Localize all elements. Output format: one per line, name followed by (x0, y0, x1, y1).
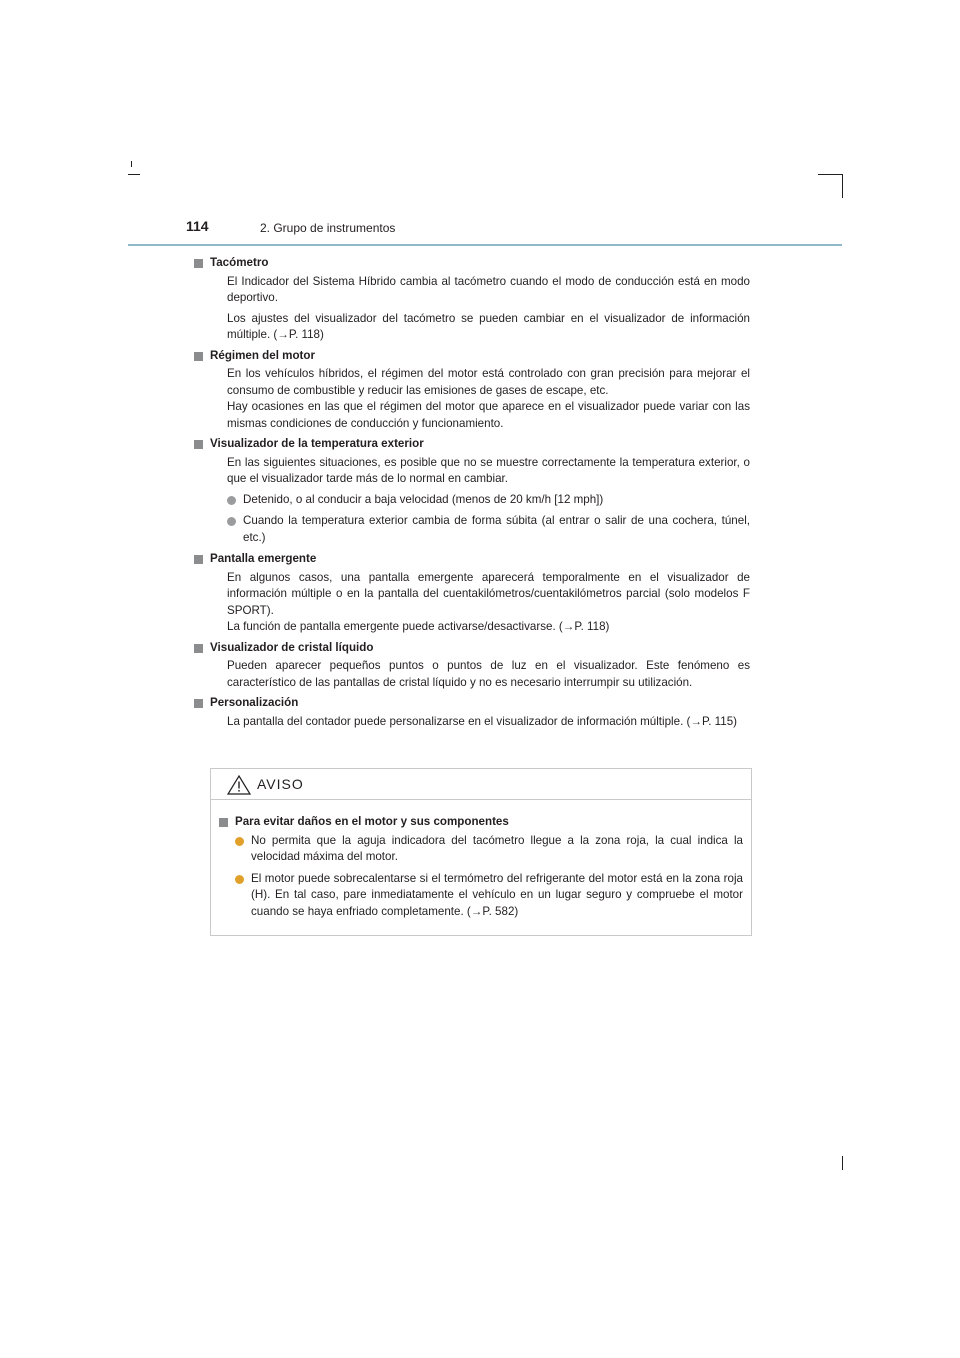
list-item-text: Detenido, o al conducir a baja velocidad (menos de 20 km/h [12 mph]) (243, 492, 604, 506)
warning-box (210, 768, 752, 936)
crop-mark-top-right-vertical (842, 174, 843, 198)
section-title (194, 348, 750, 365)
crop-mark-top-left (128, 174, 140, 175)
paragraph: El Indicador del Sistema Híbrido cambia al tacómetro cuando el modo de conducción está en modo deportivo. (227, 274, 750, 304)
paragraph: Hay ocasiones en las que el régimen del motor que aparece en el visualizador puede variar con las mismas condiciones de conducción y funcionamiento. (227, 400, 750, 430)
paragraph: La función de pantalla emergente puede activarse/desactivarse. (→P. 118) (227, 620, 610, 633)
round-bullet-icon (227, 517, 236, 526)
section-title (194, 695, 750, 712)
warning-section-title (219, 814, 743, 831)
paragraph: Pueden aparecer pequeños puntos o puntos de luz en el visualizador. Este fenómeno es característico de las pantallas de cristal líquido y no es necesario interrumpir su utilización. (227, 659, 750, 689)
section-title-text: Tacómetro (210, 256, 269, 269)
warning-list-item (235, 833, 743, 866)
section-regimen-motor (210, 348, 750, 433)
square-bullet-icon (194, 555, 203, 564)
page-header (128, 218, 842, 246)
square-bullet-icon (194, 259, 203, 268)
warning-list-item-text: No permita que la aguja indicadora del tacómetro llegue a la zona roja, la cual indica la velocidad máxima del motor. (251, 833, 743, 863)
list-item (227, 492, 750, 509)
section-title-text: Personalización (210, 696, 299, 709)
section-pantalla-emergente (210, 551, 750, 636)
warning-title: AVISO (257, 776, 304, 792)
section-title (194, 436, 750, 453)
paragraph: Los ajustes del visualizador del tacómetro se pueden cambiar en el visualizador de información múltiple. (→P. 118) (227, 311, 750, 341)
square-bullet-icon (219, 818, 228, 827)
section-title-text: Visualizador de la temperatura exterior (210, 437, 424, 450)
warning-header (211, 769, 751, 800)
paragraph: En los vehículos híbridos, el régimen del motor está controlado con gran precisión para mejorar el consumo de combustible y reducir las emisiones de gases de escape, etc. (227, 367, 750, 397)
round-bullet-icon (227, 496, 236, 505)
crop-mark-top-left-vertical (131, 161, 132, 167)
list-item (227, 513, 750, 546)
warning-triangle-icon (227, 775, 251, 795)
section-title (194, 551, 750, 568)
square-bullet-icon (194, 352, 203, 361)
paragraph: En algunos casos, una pantalla emergente aparecerá temporalmente en el visualizador de información múltiple o en la pantalla del cuentakilómetros/cuentakilómetros parcial (solo modelos F SPORT). (227, 570, 750, 617)
warning-section-title-text: Para evitar daños en el motor y sus componentes (235, 815, 509, 828)
warning-list-item-text: El motor puede sobrecalentarse si el termómetro del refrigerante del motor está en la zona roja (H). En tal caso, pare inmediatamente el vehículo en un lugar seguro y compruebe el motor cuando se haya enfriado completamente. (→P. 582) (251, 871, 743, 918)
section-cristal-liquido (210, 640, 750, 692)
section-title-text: Pantalla emergente (210, 552, 317, 565)
square-bullet-icon (194, 644, 203, 653)
section-title-text: Régimen del motor (210, 348, 316, 362)
main-content (210, 255, 750, 734)
crop-mark-bottom-right (842, 1156, 843, 1170)
paragraph: En las siguientes situaciones, es posible que no se muestre correctamente la temperatura exterior, o que el visualizador tarde más de lo normal en cambiar. (227, 455, 750, 485)
square-bullet-icon (194, 699, 203, 708)
crop-mark-top-right-horizontal (818, 174, 842, 175)
warning-list-item (235, 871, 743, 921)
chapter-title: 2. Grupo de instrumentos (260, 221, 396, 235)
round-bullet-icon (235, 875, 244, 884)
header-rule (128, 244, 842, 246)
square-bullet-icon (194, 440, 203, 449)
section-tacometro (210, 255, 750, 344)
list-item-text: Cuando la temperatura exterior cambia de forma súbita (al entrar o salir de una cochera, túnel, etc.) (243, 514, 750, 544)
section-title (194, 640, 750, 657)
page-number: 114 (186, 218, 209, 234)
paragraph: La pantalla del contador puede personalizarse en el visualizador de información múltiple. (→P. 115) (227, 714, 737, 728)
section-title (194, 255, 750, 272)
section-personalizacion (210, 695, 750, 730)
section-title-text: Visualizador de cristal líquido (210, 640, 374, 654)
section-temperatura-exterior (210, 436, 750, 546)
round-bullet-icon (235, 837, 244, 846)
warning-body (211, 800, 751, 920)
